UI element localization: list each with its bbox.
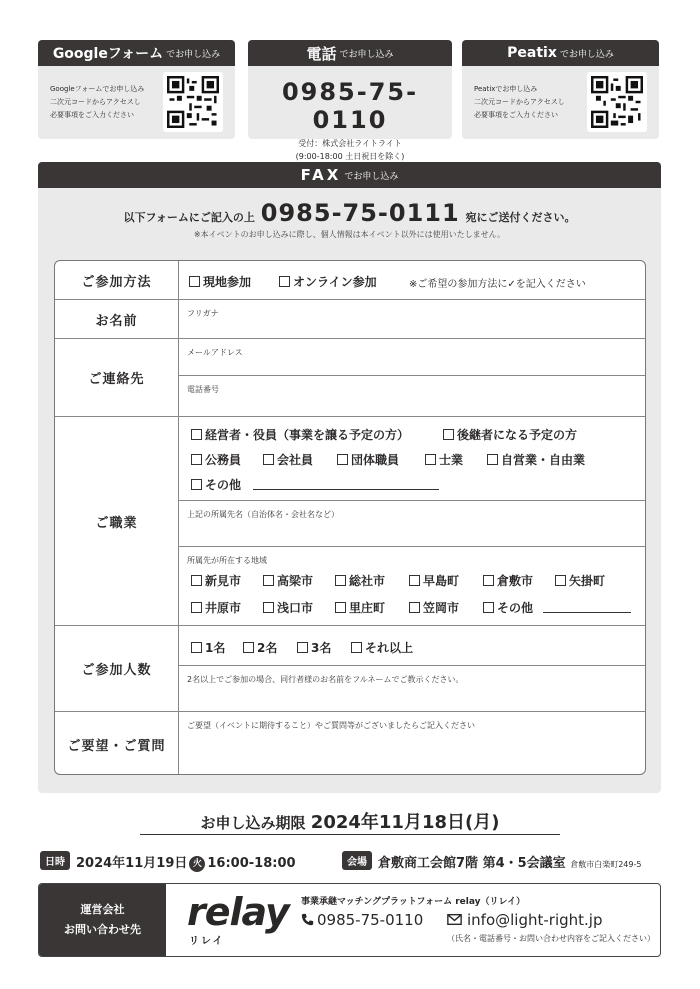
request-row <box>55 712 645 775</box>
phone-hours: (9:00-18:00 土日祝日を除く) <box>295 152 405 161</box>
weekday-badge: 火 <box>189 856 205 872</box>
count-option-label: それ以上 <box>365 641 414 655</box>
region-option[interactable] <box>191 572 241 589</box>
fax-prefix: 以下フォームにご記入の上 <box>123 211 255 224</box>
job-option-civil[interactable] <box>191 451 241 468</box>
checkbox-icon[interactable] <box>487 454 498 465</box>
google-card-title: Googleフォーム <box>52 46 164 62</box>
phone-icon <box>301 913 314 926</box>
privacy-note: ※本イベントのお申し込みに際し、個人情報は本イベント以外には使用いたしません。 <box>193 230 506 239</box>
region-option[interactable] <box>191 599 241 616</box>
mail-icon <box>447 914 462 925</box>
job-option-label: 公務員 <box>205 453 242 467</box>
footer-phone-number: 0985-75-0110 <box>317 911 424 929</box>
checkbox-icon[interactable] <box>483 602 494 613</box>
region-label: 里庄町 <box>349 601 386 615</box>
method-onsite-label: 現地参加 <box>203 275 252 289</box>
footer-email-address: info@light-right.jp <box>467 911 603 929</box>
checkbox-icon[interactable] <box>297 642 308 653</box>
phone-card-title-suffix: でお申し込み <box>339 49 394 60</box>
count-option-label: 3名 <box>311 641 332 655</box>
job-option-label: 後継者になる予定の方 <box>457 428 578 442</box>
peatix-card-header <box>462 40 659 66</box>
region-option[interactable] <box>409 599 459 616</box>
google-qr-code-icon[interactable] <box>163 72 223 132</box>
checkbox-icon[interactable] <box>191 602 202 613</box>
email-field[interactable] <box>179 339 645 376</box>
region-option[interactable] <box>263 599 313 616</box>
count-option-label: 1名 <box>205 641 226 655</box>
region-label: その他 <box>497 601 534 615</box>
venue-address: 倉敷市白楽町249-5 <box>570 860 642 869</box>
google-line3: 必要事項をご入力ください <box>50 110 134 119</box>
event-date: 2024年11月19日 <box>76 856 188 871</box>
deadline-date: 2024年11月18日(月) <box>310 812 500 833</box>
job-option-label: その他 <box>205 478 242 492</box>
region-option[interactable] <box>409 572 459 589</box>
checkbox-icon[interactable] <box>263 454 274 465</box>
job-option-label: 士業 <box>439 453 464 467</box>
region-option[interactable] <box>335 599 385 616</box>
job-option-label: 自営業・自由業 <box>501 453 586 467</box>
peatix-line1: Peatixでお申し込み <box>474 84 538 93</box>
venue-tag: 会場 <box>342 851 372 870</box>
job-row <box>55 417 645 626</box>
checkbox-icon[interactable] <box>191 479 202 490</box>
checkbox-icon[interactable] <box>335 602 346 613</box>
affiliation-field[interactable] <box>179 501 645 547</box>
region-label: 早島町 <box>423 574 460 588</box>
count-option[interactable] <box>191 639 225 656</box>
furigana-label: フリガナ <box>187 309 219 318</box>
checkbox-icon[interactable] <box>191 429 202 440</box>
google-form-card <box>38 40 235 139</box>
footer-email[interactable] <box>447 911 603 929</box>
checkbox-icon[interactable] <box>335 575 346 586</box>
date-tag: 日時 <box>40 851 70 870</box>
job-option-professional[interactable] <box>425 451 463 468</box>
event-datetime <box>40 851 296 872</box>
region-label: 浅口市 <box>277 601 314 615</box>
job-option-other[interactable] <box>191 476 241 493</box>
checkbox-icon[interactable] <box>191 575 202 586</box>
phone-company: 受付：株式会社ライトライト <box>298 139 402 148</box>
tel-field[interactable] <box>179 376 645 417</box>
method-online[interactable] <box>279 273 377 290</box>
organizer-label <box>39 884 166 956</box>
count-option[interactable] <box>351 639 413 656</box>
peatix-card <box>462 40 659 139</box>
phone-card-header <box>248 40 452 66</box>
checkbox-icon[interactable] <box>425 454 436 465</box>
region-other-line[interactable] <box>543 612 631 613</box>
region-label: 矢掛町 <box>569 574 606 588</box>
peatix-card-title: Peatix <box>507 45 557 61</box>
checkbox-icon[interactable] <box>351 642 362 653</box>
region-label: 新見市 <box>205 574 242 588</box>
region-title: 所属先が所在する地域 <box>187 556 267 565</box>
checkbox-icon[interactable] <box>263 602 274 613</box>
job-option-executive[interactable] <box>191 426 409 443</box>
region-label: 井原市 <box>205 601 242 615</box>
peatix-line3: 必要事項をご入力ください <box>474 110 558 119</box>
fax-suffix: 宛にご送付ください。 <box>465 211 576 224</box>
deadline-divider <box>140 834 560 835</box>
relay-logo: relay <box>187 890 289 934</box>
checkbox-icon[interactable] <box>555 575 566 586</box>
region-label: 総社市 <box>349 574 386 588</box>
checkbox-icon[interactable] <box>409 575 420 586</box>
tel-label: 電話番号 <box>187 385 219 394</box>
deadline <box>0 808 700 834</box>
request-note: ご要望（イベントに期待すること）やご質問等がございましたらご記入ください <box>187 721 475 730</box>
contact-row <box>55 339 645 417</box>
application-form <box>54 260 646 775</box>
region-option[interactable] <box>263 572 313 589</box>
fax-section <box>38 162 661 793</box>
google-line1: Googleフォームでお申し込み <box>50 84 145 93</box>
name-label: お名前 <box>55 300 179 338</box>
google-line2: 二次元コードからアクセスし <box>50 97 141 106</box>
checkbox-icon[interactable] <box>279 276 290 287</box>
footer-phone[interactable] <box>301 911 423 929</box>
region-label: 倉敷市 <box>497 574 534 588</box>
region-label: 笠岡市 <box>423 601 460 615</box>
fax-header <box>38 162 661 188</box>
event-venue <box>342 851 641 871</box>
venue-name: 倉敷商工会館7階 第4・5会議室 <box>378 856 566 871</box>
region-section <box>179 547 645 626</box>
region-option[interactable] <box>483 572 533 589</box>
job-label: ご職業 <box>55 417 179 625</box>
job-option-label: 団体職員 <box>351 453 400 467</box>
fax-title-suffix: でお申し込み <box>344 171 399 182</box>
count-options <box>179 626 645 666</box>
name-row <box>55 300 645 339</box>
peatix-card-title-suffix: でお申し込み <box>559 49 614 60</box>
checkbox-icon[interactable] <box>191 454 202 465</box>
checkbox-icon[interactable] <box>483 575 494 586</box>
checkbox-icon[interactable] <box>337 454 348 465</box>
relay-logo-kana: リレイ <box>189 936 225 947</box>
contact-label: ご連絡先 <box>55 339 179 416</box>
job-option-org[interactable] <box>337 451 399 468</box>
count-label: ご参加人数 <box>55 626 179 711</box>
region-option[interactable] <box>555 572 605 589</box>
fax-instruction <box>38 199 661 227</box>
request-field[interactable] <box>179 712 645 775</box>
method-label: ご参加方法 <box>55 261 179 299</box>
method-onsite[interactable] <box>189 273 251 290</box>
phone-card-title: 電話 <box>306 44 337 63</box>
peatix-line2: 二次元コードからアクセスし <box>474 97 565 106</box>
request-label: ご要望・ご質問 <box>55 712 179 775</box>
organizer-footer <box>38 883 661 957</box>
footer-email-note: （氏名・電話番号・お問い合わせ内容をご記入ください） <box>447 934 655 943</box>
checkbox-icon[interactable] <box>409 602 420 613</box>
region-option-other[interactable] <box>483 599 533 616</box>
job-option-label: 会社員 <box>277 453 314 467</box>
checkbox-icon[interactable] <box>443 429 454 440</box>
job-option-label: 経営者・役員（事業を譲る予定の方） <box>205 428 410 442</box>
count-note: 2名以上でご参加の場合、同行者様のお名前をフルネームでご教示ください。 <box>187 675 464 684</box>
checkbox-icon[interactable] <box>263 575 274 586</box>
checkbox-icon[interactable] <box>191 642 202 653</box>
method-note: ※ご希望の参加方法に✓を記入ください <box>409 279 586 290</box>
deadline-label: お申し込み期限 <box>200 814 306 832</box>
method-row <box>55 261 645 300</box>
count-row <box>55 626 645 712</box>
job-option-successor[interactable] <box>443 426 577 443</box>
organizer-line2: お問い合わせ先 <box>64 923 141 936</box>
fax-title: FAX <box>300 166 342 184</box>
region-option[interactable] <box>335 572 385 589</box>
region-label: 高梁市 <box>277 574 314 588</box>
checkbox-icon[interactable] <box>243 642 254 653</box>
fax-number[interactable]: 0985-75-0111 <box>260 199 460 227</box>
phone-card <box>248 40 452 161</box>
count-option[interactable] <box>297 639 331 656</box>
platform-title: 事業承継マッチングプラットフォーム relay（リレイ） <box>301 897 526 907</box>
phone-number[interactable]: 0985-75-0110 <box>281 78 419 134</box>
job-option-self[interactable] <box>487 451 585 468</box>
count-option-label: 2名 <box>257 641 278 655</box>
event-time: 16:00-18:00 <box>207 856 296 871</box>
job-options <box>179 417 645 501</box>
google-card-title-suffix: でお申し込み <box>166 49 221 60</box>
checkbox-icon[interactable] <box>189 276 200 287</box>
companion-field[interactable] <box>179 666 645 712</box>
affiliation-label: 上記の所属先名（自治体名・会社名など） <box>187 510 339 519</box>
method-online-label: オンライン参加 <box>293 275 377 289</box>
job-other-line[interactable] <box>253 489 439 490</box>
organizer-line1: 運営会社 <box>80 903 125 916</box>
google-card-header <box>38 40 235 66</box>
name-field[interactable] <box>179 300 645 339</box>
email-label: メールアドレス <box>187 348 243 357</box>
count-option[interactable] <box>243 639 277 656</box>
peatix-qr-code-icon[interactable] <box>587 72 647 132</box>
job-option-employee[interactable] <box>263 451 313 468</box>
